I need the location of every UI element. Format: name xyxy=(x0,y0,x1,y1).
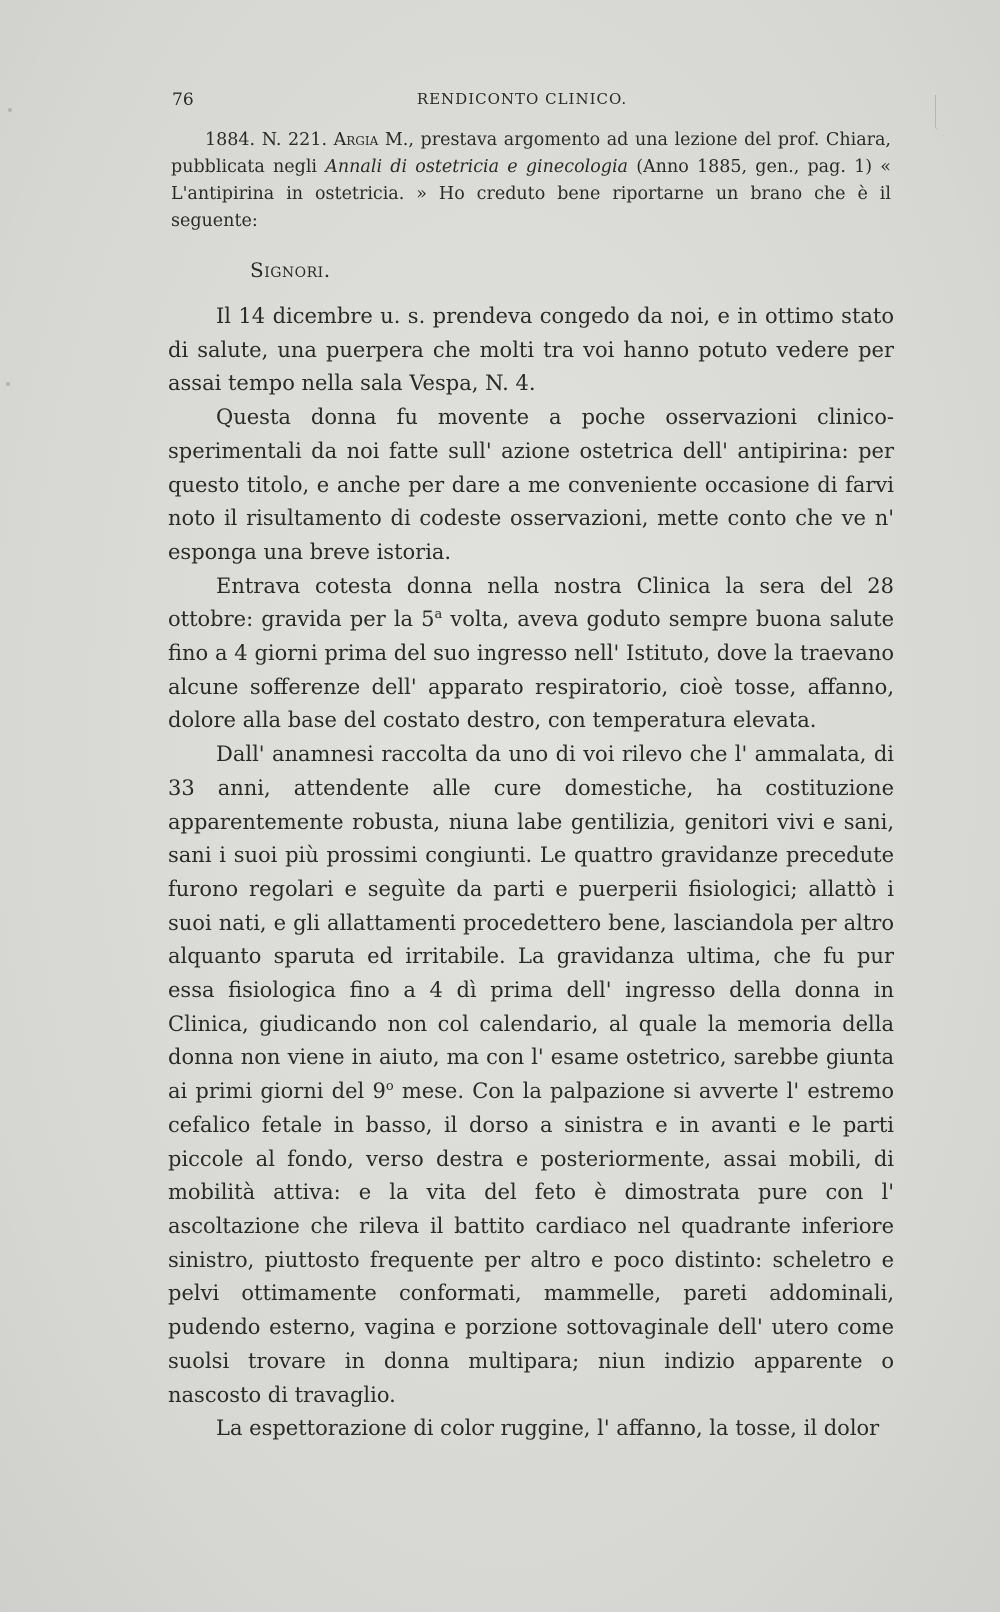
page-number: 76 xyxy=(172,90,194,110)
superscript: o xyxy=(385,1079,394,1095)
paragraph-text: mese. Con la palpazione si avverte l' estremo cefalico fetale in basso, il dorso a sinistra e in avanti e le parti piccole al fondo, verso destra e posteriormente, assai mobili, di mobilità attiva: e la vita del feto è dimostrata pure con l' ascoltazione che rileva il battito cardiaco nel quadrante inferiore sinistro, piuttosto frequente per altro e poco distinto: scheletro e pelvi ottimamente conformati, mammelle, pareti addominali, pudendo esterno, vagina e porzione sottovaginale dell' utero come suolsi trovare in donna multipara; niun indizio apparente o nascosto di travaglio. xyxy=(168,1079,895,1407)
paragraph: Questa donna fu movente a poche osservazioni clinico-sperimentali da noi fatte sull' azione ostetrica dell' antipirina: per questo titolo, e anche per dare a me conveniente occasione di farvi noto il risultamento di codeste osservazioni, mette conto che ve n' esponga una breve istoria. xyxy=(168,405,894,564)
page-edge-mark xyxy=(935,95,939,130)
running-head: RENDICONTO CLINICO. xyxy=(416,90,628,108)
intro-text-part: (Anno 1885, gen., pag. 1) « L'antipirina in ostetricia. » Ho creduto bene riportarne un brano che è il seguente: xyxy=(171,157,892,231)
paragraph xyxy=(168,738,894,1412)
intro-text-part: M., prestava argomento ad una lezione del prof. Chiara, pubblicata negli xyxy=(171,130,891,177)
paragraph xyxy=(168,570,894,739)
patient-name: Argia xyxy=(333,130,379,150)
intro-text-part: 1884. N. 221. xyxy=(205,130,334,150)
paper-speck xyxy=(6,382,10,386)
paragraph-text: Dall' anamnesi raccolta da uno di voi rilevo che l' ammalata, di 33 anni, attendente alle cure domestiche, ha costituzione apparentemente robusta, niuna labe gentilizia, genitori vivi e sani, sani i suoi più prossimi congiunti. Le quattro gravidanze precedute furono regolari e seguìte da parti e puerperii fisiologici; allattò i suoi nati, e gli allattamenti procedettero bene, lasciandola per altro alquanto sparuta ed irritabile. La gravidanza ultima, che fu pur essa fisiologica fino a 4 dì prima dell' ingresso della donna in Clinica, giudicando non col calendario, al quale la memoria della donna non viene in aiuto, ma con l' esame ostetrico, sarebbe giunta ai primi giorni del 9 xyxy=(168,742,894,1104)
salutation: Signori. xyxy=(250,258,331,282)
page-header xyxy=(172,90,872,120)
paragraph: Il 14 dicembre u. s. prendeva congedo da noi, e in ottimo stato di salute, una puerpera che molti tra voi hanno potuto vedere per assai tempo nella sala Vespa, N. 4. xyxy=(168,304,894,396)
journal-title: Annali di ostetricia e ginecologia xyxy=(325,157,628,177)
paper-speck xyxy=(8,108,12,112)
paragraph-text: volta, aveva goduto sempre buona salute fino a 4 giorni prima del suo ingresso nell' Istituto, dove la traevano alcune sofferenze dell' apparato respiratorio, cioè tosse, affanno, dolore alla base del costato destro, con temperatura elevata. xyxy=(168,607,895,733)
intro-text xyxy=(171,127,891,235)
body-text xyxy=(168,300,894,1446)
superscript: a xyxy=(434,607,443,623)
paragraph: La espettorazione di color ruggine, l' affanno, la tosse, il dolor xyxy=(216,1416,880,1441)
paragraph-text: Entrava cotesta donna nella nostra Clinica la sera del 28 ottobre: gravida per la 5 xyxy=(168,573,894,632)
intro-paragraph xyxy=(171,127,891,235)
